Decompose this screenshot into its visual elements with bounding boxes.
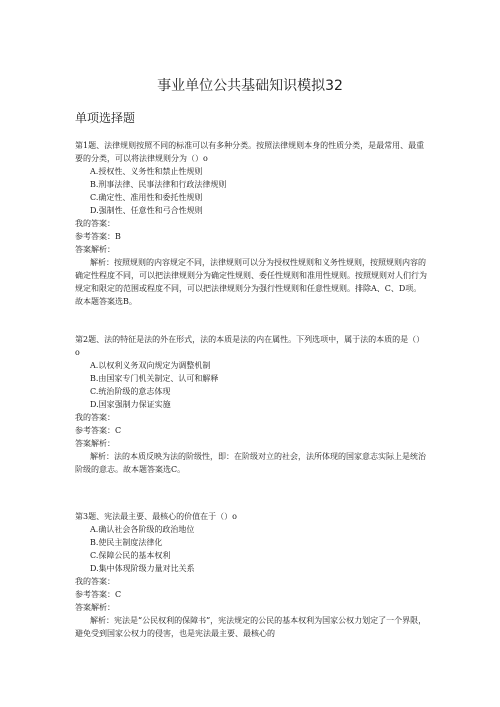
question-1 bbox=[75, 139, 427, 308]
question-2 bbox=[75, 333, 427, 476]
option-d: D.强制性、任意性和弓合性规则 bbox=[90, 206, 203, 215]
my-answer-label: 我的答案： bbox=[75, 577, 115, 586]
option-b: B.使民主制度法律化 bbox=[90, 538, 163, 547]
option-d: D.国家强制力保证实施 bbox=[90, 400, 171, 409]
question-stem: 第1题、法律规则按照不同的标准可以有多种分类。按照法律规则本身的性质分类，是最常用、最重要的分类，可以将法律规则分为（）o bbox=[75, 141, 425, 163]
section-heading: 单项选择题 bbox=[75, 111, 136, 125]
option-d: D.集中体现阶级力量对比关系 bbox=[90, 564, 195, 573]
option-a: A.确认社会各阶级的政治地位 bbox=[90, 525, 195, 534]
option-a: A.以权利义务双向规定为调整机制 bbox=[90, 361, 211, 370]
analysis-label: 答案解析： bbox=[75, 603, 115, 612]
option-b: B.刑事法律、民事法律和行政法律规则 bbox=[90, 180, 227, 189]
option-c: C.统治阶级的意志体现 bbox=[90, 387, 171, 396]
option-b: B.由国家专门机关制定、认可和解释 bbox=[90, 374, 219, 383]
reference-answer: 参考答案：C bbox=[75, 590, 122, 599]
reference-answer: 参考答案：C bbox=[75, 426, 122, 435]
analysis-text: 解析：按照规则的内容规定不同，法律规则可以分为授权性规则和义务性规则，按照规则内容的确定性程度不同，可以把法律规则分为确定性规则、委任性规则和准用性规则。按照规则对人们行为规定和限定的范围或程度不同，可以把法律规则分为强行性规则和任意性规则。排除A、C、D项。故本题答案选B。 bbox=[75, 258, 427, 306]
my-answer-label: 我的答案： bbox=[75, 413, 115, 422]
analysis-text: 解析：宪法是“公民权利的保障书”，宪法规定的公民的基本权利为国家公权力划定了一个界限，避免受到国家公权力的侵害，也是宪法最主要、最核心的 bbox=[75, 616, 427, 638]
option-c: C.确定性、准用性和委托性规则 bbox=[90, 193, 203, 202]
question-stem: 第3题、宪法最主要、最核心的价值在于（）o bbox=[75, 512, 237, 521]
analysis-label: 答案解析： bbox=[75, 245, 115, 254]
question-3 bbox=[75, 510, 427, 640]
analysis-text: 解析：法的本质反映为法的阶级性，即：在阶级对立的社会，法所体现的国家意志实际上是统治阶级的意志。故本题答案选C。 bbox=[75, 452, 426, 474]
my-answer-label: 我的答案： bbox=[75, 219, 115, 228]
option-a: A.授权性、义务性和禁止性规则 bbox=[90, 167, 203, 176]
option-c: C.保障公民的基本权利 bbox=[90, 551, 171, 560]
document-title: 事业单位公共基础知识模拟32 bbox=[157, 78, 343, 94]
analysis-label: 答案解析： bbox=[75, 439, 115, 448]
reference-answer: 参考答案：B bbox=[75, 232, 121, 241]
question-stem: 第2题、法的特征是法的外在形式，法的本质是法的内在属性。下列选项中，属于法的本质的是（）o bbox=[75, 335, 425, 357]
